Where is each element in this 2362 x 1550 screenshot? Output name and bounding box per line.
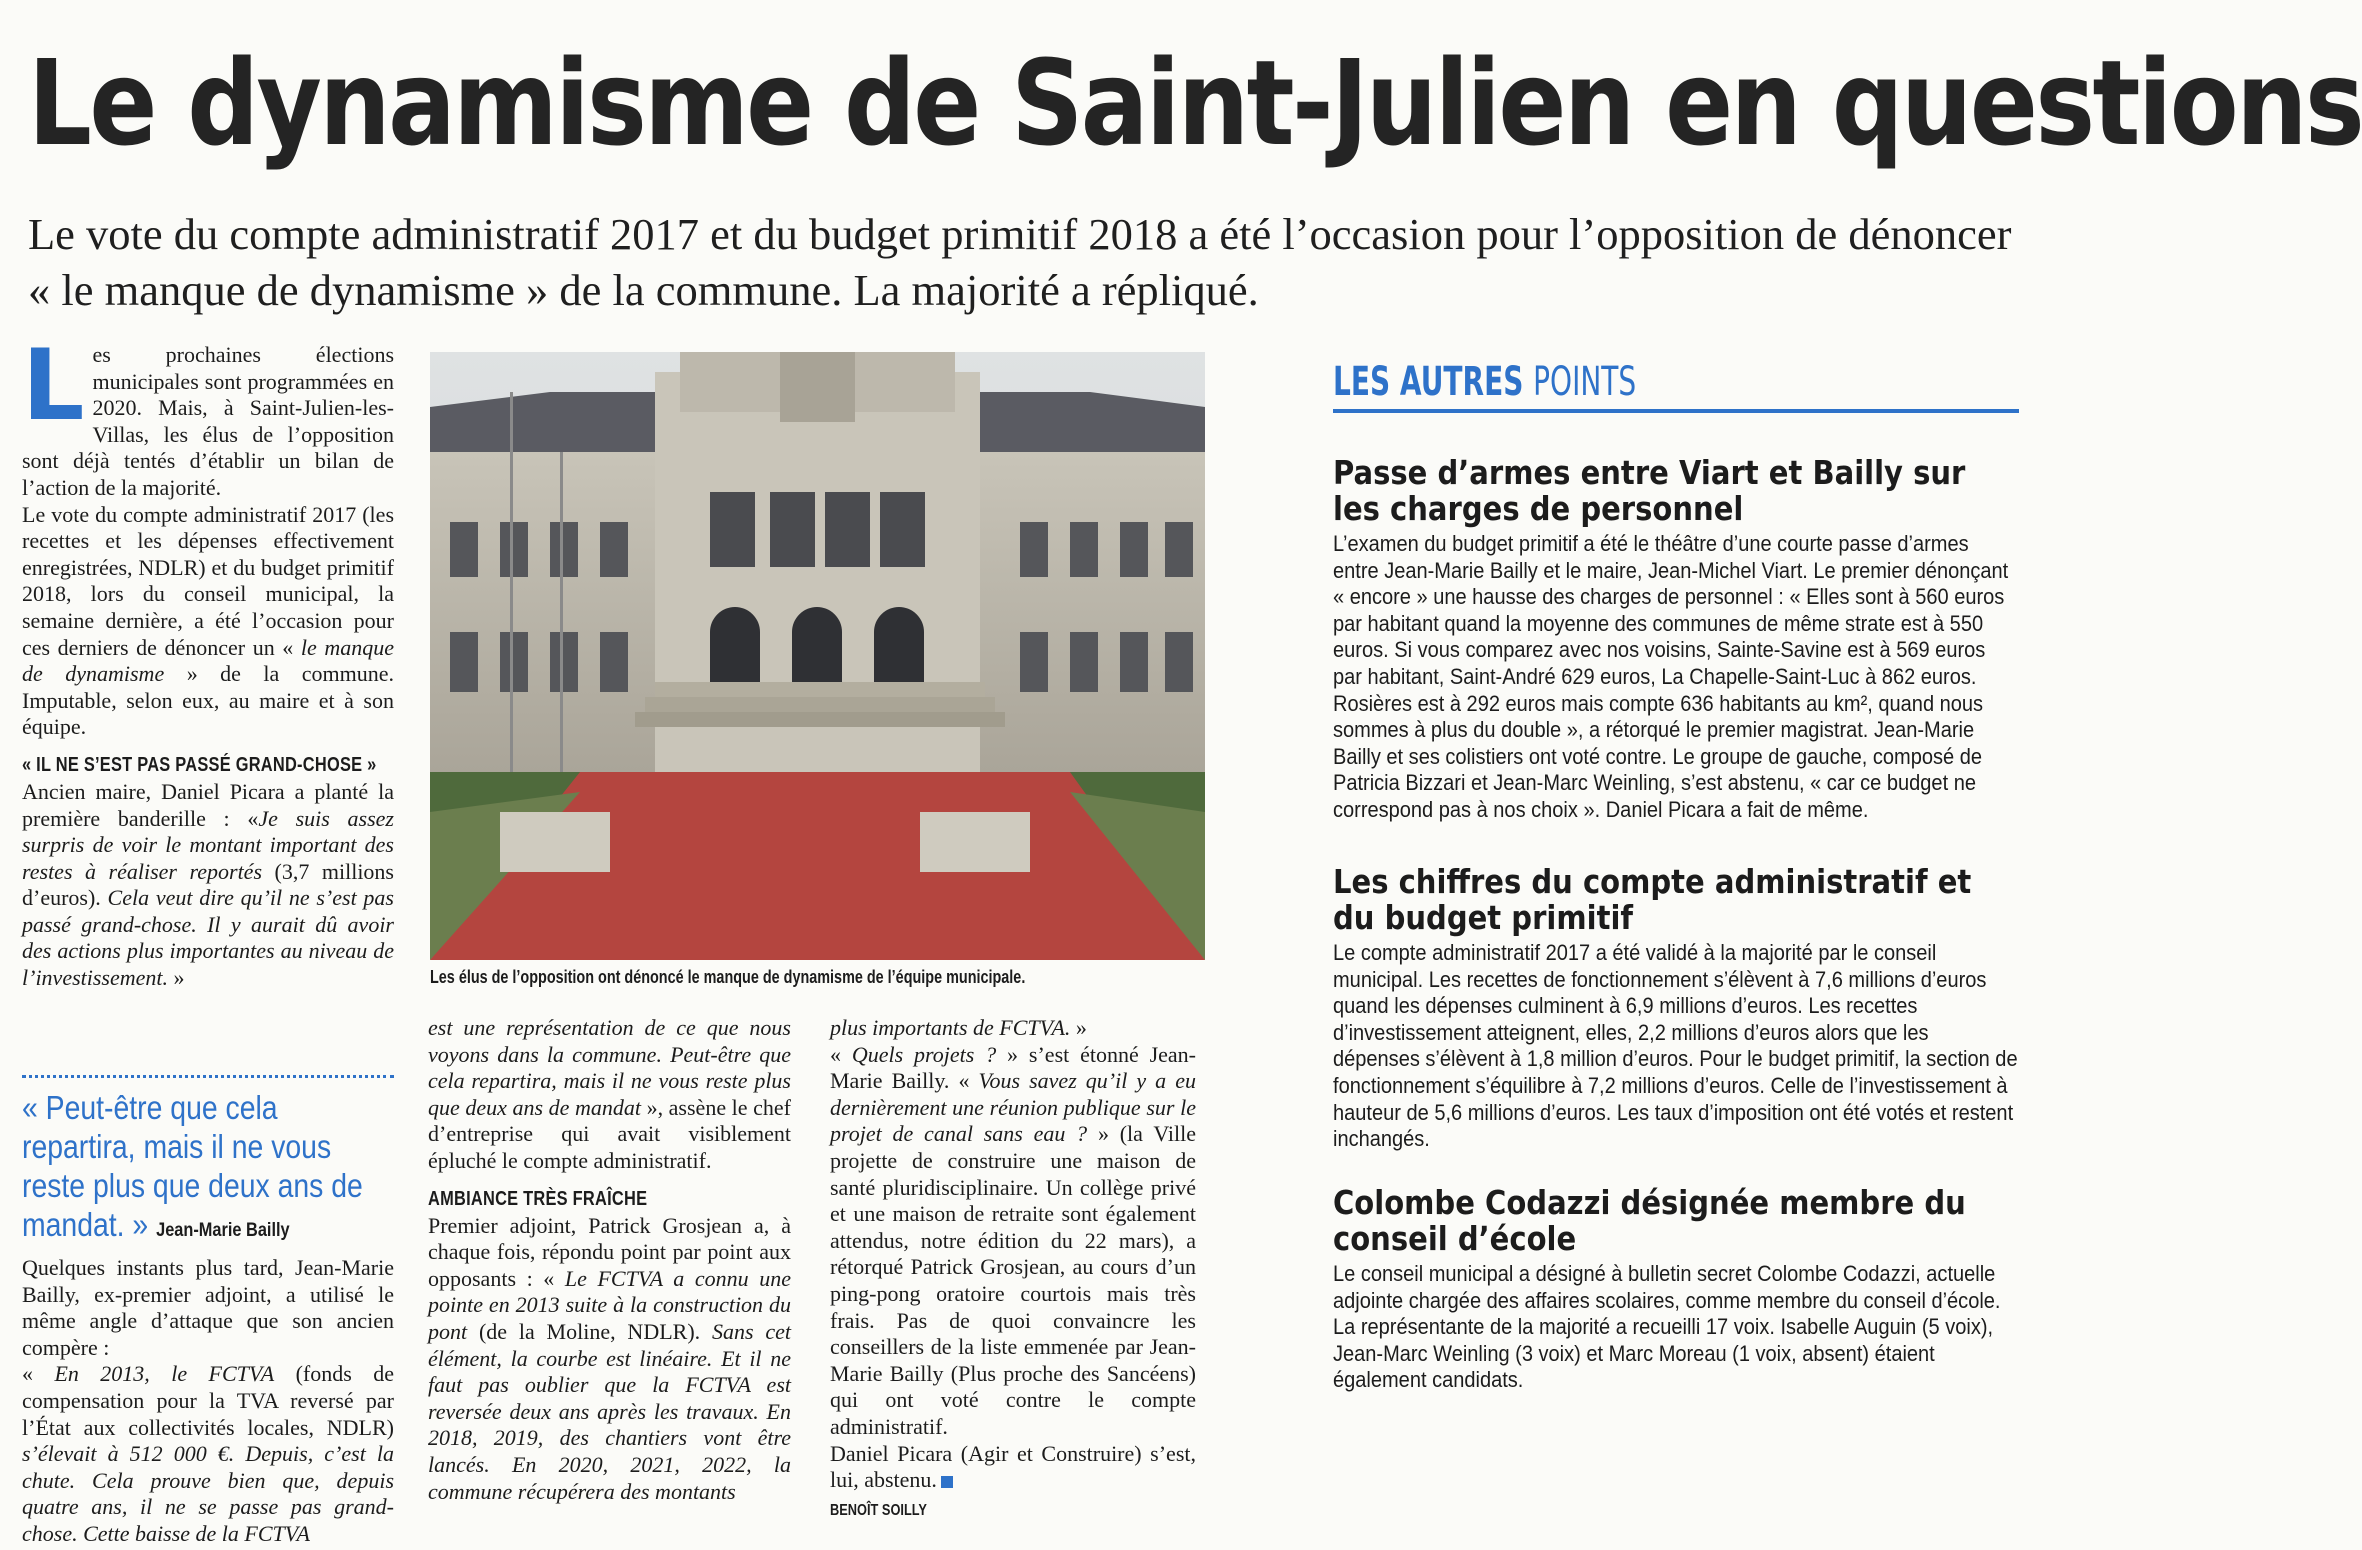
text-run: Daniel Picara (Agir et Construire) s’est, lui, abstenu. (830, 1440, 1196, 1493)
text-run-italic: Vous savez qu’il y a eu dernièrement une réunion publique sur le projet de canal sans eau ? (830, 1068, 1196, 1147)
text-run: Le vote du compte administratif 2017 (les recettes et les dépenses effectivement enregistrées, NDLR) et du budget primitif 2018, lors du conseil municipal, la semaine dernière, a été l’occasion pour ces derniers de dénoncer un « (22, 501, 394, 660)
text-run: (de la Moline, NDLR). (467, 1318, 712, 1344)
paragraph-grosjean (428, 1213, 791, 1506)
kicker-ambiance: AMBIANCE TRÈS FRAÎCHE (428, 1187, 648, 1210)
text-run: « (830, 1041, 852, 1067)
paragraph-vote (22, 502, 394, 741)
paragraph-fctva-end (830, 1015, 1196, 1042)
sidebar-item (1333, 455, 2023, 824)
sidebar-item-title: Les chiffres du compte administratif et du budget primitif (1333, 862, 1972, 937)
text-run-italic: le manque de dynamisme (22, 634, 394, 687)
paragraph-bailly: Quelques instants plus tard, Jean-Marie Bailly, ex-premier adjoint, a utilisé le même angle d’attaque que son ancien compère : (22, 1255, 394, 1360)
paragraph-fctva (22, 1361, 394, 1547)
sidebar-item-body: Le compte administratif 2017 a été validé à la majorité par le conseil municipal. Les recettes de fonctionnement s’élèvent à 7,6 millions d’euros quand les dépenses culminent à 6,9 millions d’euros. Les recettes d’investissement atteignent, elles, 2,2 millions d’euros alors que les dépenses s’élèvent à 1,8 million d’euros. Pour le budget primitif, la section de fonctionnement s’équilibre à 7,2 millions d’euros. Celle de l’investissement à hauteur de 5,6 millions d’euros. Les taux d’imposition ont été votés et restent inchangés. (1333, 940, 2018, 1152)
photo-caption: Les élus de l’opposition ont dénoncé le manque de dynamisme de l’équipe municipale. (430, 967, 1026, 987)
text-run-italic: Cela veut dire qu’il ne s’est pas passé grand-chose. Il y aurait dû avoir des actions plus importantes au niveau de l’investissement. (22, 885, 394, 991)
standfirst: Le vote du compte administratif 2017 et du budget primitif 2018 a été l’occasion pour l’opposition de dénoncer « le manque de dynamisme » de la commune. La majorité a répliqué. (28, 209, 2012, 315)
article-column-3 (830, 1015, 1196, 1524)
text-run-italic: Sans cet élément, la courbe est linéaire. Et il ne faut pas oublier que la FCTVA est reversée deux ans après les travaux. En 2018, 2019, des chantiers vont être lancés. En 2020, 2021, 2022, la commune récupérera des montants (428, 1318, 792, 1504)
text-run: » de la commune. Imputable, selon eux, au maire et à son équipe. (22, 661, 394, 740)
text-run-italic: plus importants de FCTVA. (830, 1015, 1071, 1040)
text-run-italic: est une représentation de ce que nous voyons dans la commune. Peut-être que cela repartira, mais il ne vous reste plus que deux ans de mandat (428, 1015, 791, 1120)
sidebar-item-title: Colombe Codazzi désignée membre du conseil d’école (1333, 1183, 1966, 1258)
intro-text: es prochaines élections municipales sont programmées en 2020. Mais, à Saint-Julien-les-Villas, les élus de l’opposition sont déjà tentés d’établir un bilan de l’action de la majorité. (22, 342, 394, 500)
article-column-1 (22, 329, 394, 992)
intro-paragraph (22, 329, 394, 502)
text-run-italic: Je suis assez surpris de voir le montant important des restes à réaliser reportés (22, 805, 394, 884)
sidebar-header (1333, 357, 2019, 413)
sidebar-item-body: L’examen du budget primitif a été le théâtre d’une courte passe d’armes entre Jean-Marie Bailly et le maire, Jean-Michel Viart. Le premier dénonçant « encore » une hausse des charges de personnel : « Elles sont à 560 euros par habitant quand la moyenne des communes de même strate est à 550 euros. Si vous comparez avec nos voisins, Sainte-Savine est à 569 euros par habitant, Saint-André 629 euros, La Chapelle-Saint-Luc à 862 euros. Rosières est à 292 euros mais compte 636 habitants au km², quand nous sommes à plus du double », a rétorqué le premier magistrat. Jean-Marie Bailly et ses colistiers ont voté contre. Le groupe de gauche, composé de Patricia Bizzari et Jean-Marc Weinling, s’est abstenu, « car ce budget ne correspond pas à nos choix ». Daniel Picara a fait de même. (1333, 531, 2009, 822)
text-run-italic: Le FCTVA a connu une pointe en 2013 suite à la construction du pont (428, 1265, 791, 1344)
text-run: » s’est étonné Jean-Marie Bailly. « (830, 1041, 1197, 1094)
sidebar-header-light: POINTS (1533, 359, 1637, 405)
text-run: » (1070, 1015, 1087, 1040)
pull-quote-content: « Peut-être que cela repartira, mais il ne vous reste plus que deux ans de mandat. » (22, 1089, 363, 1243)
paragraph-projets (830, 1042, 1196, 1441)
end-mark-icon (941, 1476, 953, 1488)
text-run: », assène le chef d’entreprise qui avait visiblement épluché le compte administratif. (428, 1094, 791, 1173)
text-run: Ancien maire, Daniel Picara a planté la première banderille : « (22, 778, 394, 831)
paragraph-picara (22, 779, 394, 992)
pull-quote-author: Jean-Marie Bailly (156, 1220, 290, 1241)
text-run: » (168, 965, 185, 991)
kicker-grand-chose: « IL NE S’EST PAS PASSÉ GRAND-CHOSE » (22, 753, 377, 776)
sidebar-item-title: Passe d’armes entre Viart et Bailly sur les charges de personnel (1333, 453, 1966, 528)
sidebar-item-body: Le conseil municipal a désigné à bulletin secret Colombe Codazzi, actuelle adjointe chargée des affaires scolaires, comme membre du conseil d’école. La représentante de la majorité a recueilli 17 voix. Isabelle Auguin (5 voix), Jean-Marc Weinling (3 voix) et Marc Moreau (1 voix, absent) étaient également candidats. (1333, 1261, 2001, 1393)
author-signature: BENOÎT SOILLY (830, 1501, 927, 1519)
pull-quote (22, 1075, 394, 1250)
text-run: » (la Ville projette de construire une maison de santé pluridisciplinaire. Un collège privé et une maison de retraite sont également attendus, notre édition du 22 mars), a rétorqué Patrick Grosjean, au cours d’un ping-pong oratoire courtois mais très frais. Pas de quoi convaincre les conseillers de la liste emmenée par Jean-Marie Bailly (Plus proche des Sancéens) qui ont voté contre le compte administratif. (830, 1121, 1196, 1439)
town-hall-photo (430, 352, 1205, 960)
sidebar-item (1333, 864, 2023, 1153)
drop-cap: L (22, 329, 85, 443)
town-hall-illustration (430, 352, 1205, 960)
article-column-2 (428, 1015, 791, 1505)
text-run: (3,7 millions d’euros). (22, 858, 394, 911)
text-run: Premier adjoint, Patrick Grosjean a, à chaque fois, répondu point par point aux opposants : « (428, 1212, 791, 1291)
sidebar-item (1333, 1185, 2023, 1394)
paragraph-abstention (830, 1441, 1196, 1494)
text-run: « (22, 1361, 55, 1387)
paragraph-mandat (428, 1015, 791, 1175)
headline: Le dynamisme de Saint-Julien en questions (28, 34, 2362, 172)
sidebar-header-bold: LES AUTRES (1333, 359, 1524, 405)
text-run: (fonds de compensation pour la TVA reversé par l’État aux collectivités locales, NDLR) (22, 1361, 394, 1440)
sidebar-header-text (1333, 357, 1636, 407)
text-run-italic: Quels projets ? (851, 1041, 997, 1067)
text-run-italic: s’élevait à 512 000 €. Depuis, c’est la chute. Cela prouve bien que, depuis quatre ans, il ne se passe pas grand-chose. Cette baisse de la FCTVA (22, 1441, 394, 1546)
article-column-1-bottom (22, 1255, 394, 1548)
text-run-italic: En 2013, le FCTVA (54, 1361, 275, 1387)
pull-quote-text (22, 1088, 394, 1250)
